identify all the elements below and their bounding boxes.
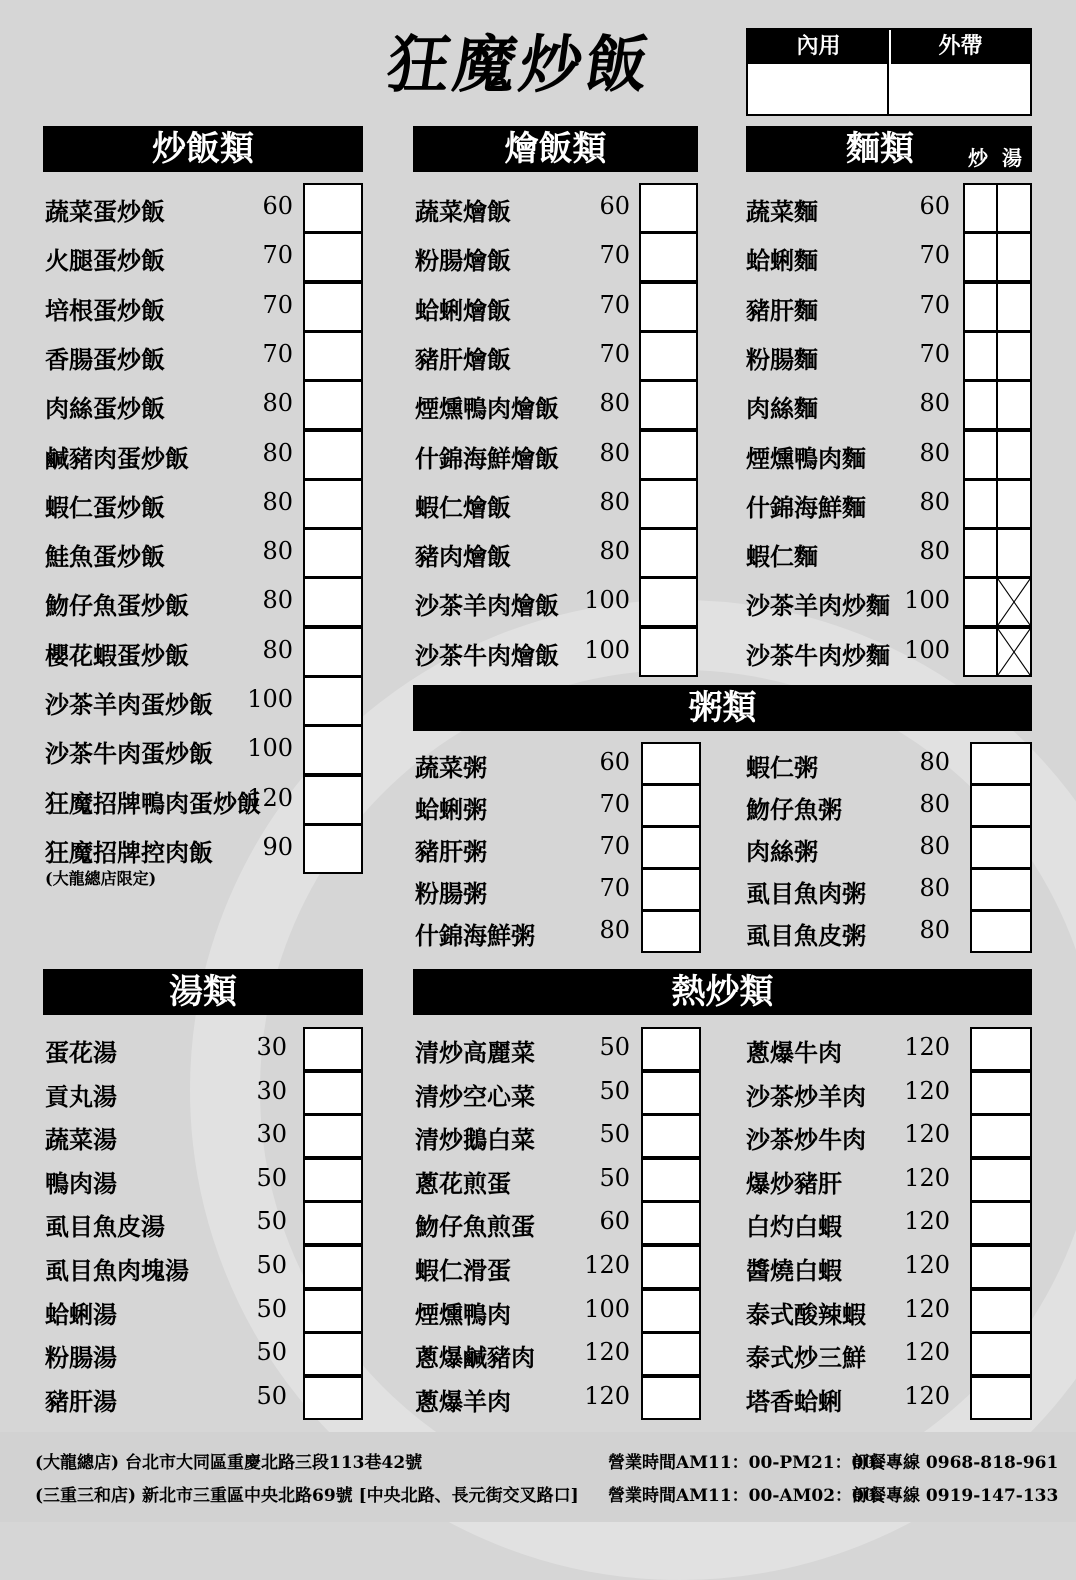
soup-item-name: 蛤蜊湯 — [45, 1300, 117, 1329]
noodles-item-name: 蛤蜊麵 — [746, 246, 818, 275]
gravy-rice-item-price: 80 — [599, 389, 630, 417]
stir-fry-qty-checkbox[interactable] — [970, 1071, 1032, 1115]
soup-qty-checkbox[interactable] — [303, 1332, 363, 1376]
gravy-rice-qty-checkbox[interactable] — [639, 183, 698, 233]
fried-rice-qty-checkbox[interactable] — [303, 380, 363, 430]
fried-rice-item-name: 沙茶牛肉蛋炒飯 — [45, 739, 213, 768]
noodles-item-price: 60 — [919, 192, 950, 220]
dine-in-checkbox[interactable] — [748, 64, 889, 114]
stir-fry-item-price: 50 — [599, 1033, 630, 1061]
noodles-item-price: 70 — [919, 291, 950, 319]
congee-item-price: 80 — [919, 874, 950, 902]
noodles-fried-checkbox[interactable] — [963, 430, 998, 480]
noodles-item-price: 80 — [919, 537, 950, 565]
gravy-rice-item-price: 100 — [584, 586, 630, 614]
soup-item-price: 50 — [256, 1295, 287, 1323]
gravy-rice-item-name: 豬肉燴飯 — [415, 542, 511, 571]
fried-rice-item-price: 70 — [262, 340, 293, 368]
noodles-item-name: 煙燻鴨肉麵 — [746, 444, 866, 473]
fried-rice-item-name: 狂魔招牌控肉飯 — [45, 838, 213, 867]
noodles-item-name: 豬肝麵 — [746, 296, 818, 325]
congee-item-price: 60 — [599, 748, 630, 776]
gravy-rice-item-name: 什錦海鮮燴飯 — [415, 444, 559, 473]
fried-rice-item-name: 沙茶羊肉蛋炒飯 — [45, 690, 213, 719]
stir-fry-item-price: 120 — [904, 1207, 950, 1235]
noodles-fried-checkbox[interactable] — [963, 232, 998, 282]
stir-fry-item-name: 蝦仁滑蛋 — [415, 1256, 511, 1285]
stir-fry-item-name: 泰式酸辣蝦 — [746, 1300, 866, 1329]
fried-rice-item-name: 蝦仁蛋炒飯 — [45, 493, 165, 522]
stir-fry-item-name: 清炒鵝白菜 — [415, 1125, 535, 1154]
stir-fry-item-price: 120 — [904, 1338, 950, 1366]
congee-qty-checkbox[interactable] — [970, 784, 1032, 827]
noodles-soup-checkbox[interactable] — [996, 331, 1032, 381]
soup-item-price: 50 — [256, 1207, 287, 1235]
noodles-fried-label: 炒 — [968, 146, 988, 170]
soup-item-price: 50 — [256, 1251, 287, 1279]
soup-qty-checkbox[interactable] — [303, 1158, 363, 1202]
fried-rice-qty-checkbox[interactable] — [303, 331, 363, 381]
stir-fry-item-price: 100 — [584, 1295, 630, 1323]
fried-rice-item-name: 鮭魚蛋炒飯 — [45, 542, 165, 571]
stir-fry-qty-checkbox[interactable] — [641, 1114, 701, 1158]
footer-store1-hours: 營業時間AM11：00-PM21：00 — [608, 1453, 876, 1473]
gravy-rice-item-price: 60 — [599, 192, 630, 220]
takeout-checkbox[interactable] — [889, 64, 1030, 114]
stir-fry-item-name: 沙茶炒牛肉 — [746, 1125, 866, 1154]
stir-fry-qty-checkbox[interactable] — [641, 1289, 701, 1333]
fried-rice-item-price: 70 — [262, 241, 293, 269]
stir-fry-item-name: 蔥爆鹹豬肉 — [415, 1343, 535, 1372]
noodles-item-name: 粉腸麵 — [746, 345, 818, 374]
soup-item-price: 30 — [256, 1077, 287, 1105]
stir-fry-qty-checkbox[interactable] — [970, 1289, 1032, 1333]
stir-fry-qty-checkbox[interactable] — [970, 1114, 1032, 1158]
stir-fry-item-name: 蔥花煎蛋 — [415, 1169, 511, 1198]
section-noodles-title: 麵類 — [846, 129, 914, 169]
noodles-fried-checkbox[interactable] — [963, 479, 998, 529]
footer-store2-hours: 營業時間AM11：00-AM02：00 — [608, 1486, 876, 1506]
stir-fry-item-name: 清炒空心菜 — [415, 1082, 535, 1111]
stir-fry-qty-checkbox[interactable] — [641, 1158, 701, 1202]
gravy-rice-qty-checkbox[interactable] — [639, 430, 698, 480]
noodles-item-price: 100 — [904, 586, 950, 614]
noodles-fried-checkbox[interactable] — [963, 331, 998, 381]
stir-fry-item-name: 蔥爆羊肉 — [415, 1387, 511, 1416]
gravy-rice-item-price: 80 — [599, 537, 630, 565]
fried-rice-qty-checkbox[interactable] — [303, 676, 363, 726]
gravy-rice-qty-checkbox[interactable] — [639, 528, 698, 578]
fried-rice-item-price: 80 — [262, 488, 293, 516]
congee-qty-checkbox[interactable] — [641, 784, 701, 827]
soup-item-name: 貢丸湯 — [45, 1082, 117, 1111]
stir-fry-item-name: 塔香蛤蜊 — [746, 1387, 842, 1416]
congee-item-price: 70 — [599, 832, 630, 860]
noodles-soup-checkbox[interactable] — [996, 232, 1032, 282]
stir-fry-qty-checkbox[interactable] — [641, 1201, 701, 1245]
fried-rice-item-price: 80 — [262, 636, 293, 664]
noodles-item-price: 80 — [919, 439, 950, 467]
stir-fry-qty-checkbox[interactable] — [641, 1027, 701, 1071]
noodles-soup-checkbox[interactable] — [996, 380, 1032, 430]
stir-fry-qty-checkbox[interactable] — [970, 1027, 1032, 1071]
gravy-rice-item-price: 100 — [584, 636, 630, 664]
stir-fry-qty-checkbox[interactable] — [641, 1332, 701, 1376]
noodles-fried-checkbox[interactable] — [963, 380, 998, 430]
congee-item-name: 肉絲粥 — [746, 837, 818, 866]
gravy-rice-item-name: 豬肝燴飯 — [415, 345, 511, 374]
gravy-rice-qty-checkbox[interactable] — [639, 627, 698, 677]
congee-item-price: 70 — [599, 874, 630, 902]
section-noodles-header — [746, 126, 1032, 172]
noodles-item-price: 80 — [919, 389, 950, 417]
fried-rice-qty-checkbox[interactable] — [303, 775, 363, 825]
congee-qty-checkbox[interactable] — [641, 910, 701, 953]
noodles-item-name: 蝦仁麵 — [746, 542, 818, 571]
gravy-rice-qty-checkbox[interactable] — [639, 232, 698, 282]
congee-qty-checkbox[interactable] — [970, 910, 1032, 953]
gravy-rice-item-name: 粉腸燴飯 — [415, 246, 511, 275]
gravy-rice-qty-checkbox[interactable] — [639, 331, 698, 381]
soup-qty-checkbox[interactable] — [303, 1201, 363, 1245]
fried-rice-item-price: 80 — [262, 389, 293, 417]
congee-qty-checkbox[interactable] — [641, 742, 701, 785]
footer-bar — [0, 1432, 1076, 1522]
fried-rice-item-name: 櫻花蝦蛋炒飯 — [45, 641, 189, 670]
gravy-rice-item-name: 沙茶羊肉燴飯 — [415, 591, 559, 620]
soup-item-price: 50 — [256, 1164, 287, 1192]
congee-item-name: 什錦海鮮粥 — [415, 921, 535, 950]
noodles-item-name: 什錦海鮮麵 — [746, 493, 866, 522]
stir-fry-qty-checkbox[interactable] — [641, 1071, 701, 1115]
stir-fry-qty-checkbox[interactable] — [641, 1245, 701, 1289]
fried-rice-qty-checkbox[interactable] — [303, 232, 363, 282]
footer-store2-phone: 訂餐專線 0919-147-133 — [852, 1486, 1059, 1506]
congee-item-name: 蔬菜粥 — [415, 753, 487, 782]
fried-rice-qty-checkbox[interactable] — [303, 824, 363, 874]
noodles-soup-checkbox[interactable] — [996, 479, 1032, 529]
fried-rice-item-price: 80 — [262, 439, 293, 467]
unavailable-cross-icon — [998, 579, 1030, 625]
gravy-rice-item-price: 70 — [599, 340, 630, 368]
soup-item-price: 30 — [256, 1033, 287, 1061]
fried-rice-qty-checkbox[interactable] — [303, 479, 363, 529]
stir-fry-item-price: 120 — [904, 1382, 950, 1410]
takeout-label: 外帶 — [889, 30, 1030, 64]
section-congee-title: 粥類 — [413, 685, 1032, 731]
noodles-soup-label: 湯 — [1002, 146, 1022, 170]
stir-fry-qty-checkbox[interactable] — [970, 1201, 1032, 1245]
fried-rice-item-price: 100 — [247, 685, 293, 713]
stir-fry-item-price: 120 — [584, 1338, 630, 1366]
stir-fry-item-price: 120 — [584, 1382, 630, 1410]
congee-item-name: 虱目魚皮粥 — [746, 921, 866, 950]
noodles-item-price: 100 — [904, 636, 950, 664]
stir-fry-item-price: 120 — [904, 1077, 950, 1105]
noodles-soup-checkbox[interactable] — [996, 430, 1032, 480]
stir-fry-item-price: 50 — [599, 1164, 630, 1192]
stir-fry-item-price: 120 — [904, 1164, 950, 1192]
stir-fry-item-name: 泰式炒三鮮 — [746, 1343, 866, 1372]
gravy-rice-qty-checkbox[interactable] — [639, 282, 698, 332]
fried-rice-qty-checkbox[interactable] — [303, 430, 363, 480]
stir-fry-qty-checkbox[interactable] — [970, 1332, 1032, 1376]
fried-rice-qty-checkbox[interactable] — [303, 627, 363, 677]
soup-qty-checkbox[interactable] — [303, 1027, 363, 1071]
soup-item-price: 50 — [256, 1338, 287, 1366]
congee-item-name: 蛤蜊粥 — [415, 795, 487, 824]
soup-item-price: 30 — [256, 1120, 287, 1148]
footer-store1-address: (大龍總店) 台北市大同區重慶北路三段113巷42號 — [35, 1453, 423, 1473]
gravy-rice-item-price: 70 — [599, 291, 630, 319]
fried-rice-item-price: 90 — [262, 833, 293, 861]
fried-rice-item-price: 100 — [247, 734, 293, 762]
fried-rice-item-price: 70 — [262, 291, 293, 319]
soup-item-name: 虱目魚皮湯 — [45, 1212, 165, 1241]
soup-qty-checkbox[interactable] — [303, 1289, 363, 1333]
stir-fry-qty-checkbox[interactable] — [970, 1158, 1032, 1202]
stir-fry-item-name: 清炒高麗菜 — [415, 1038, 535, 1067]
fried-rice-qty-checkbox[interactable] — [303, 577, 363, 627]
noodles-fried-checkbox[interactable] — [963, 627, 998, 677]
fried-rice-qty-checkbox[interactable] — [303, 183, 363, 233]
congee-qty-checkbox[interactable] — [970, 742, 1032, 785]
fried-rice-item-name: 魩仔魚蛋炒飯 — [45, 591, 189, 620]
fried-rice-item-price: 120 — [247, 784, 293, 812]
stir-fry-item-name: 爆炒豬肝 — [746, 1169, 842, 1198]
noodles-item-price: 70 — [919, 241, 950, 269]
congee-item-name: 粉腸粥 — [415, 879, 487, 908]
congee-item-name: 魩仔魚粥 — [746, 795, 842, 824]
noodles-soup-checkbox — [996, 627, 1032, 677]
gravy-rice-item-price: 80 — [599, 439, 630, 467]
footer-store1-phone: 訂餐專線 0968-818-961 — [852, 1453, 1059, 1473]
unavailable-cross-icon — [998, 629, 1030, 675]
fried-rice-item-name: 香腸蛋炒飯 — [45, 345, 165, 374]
dine-in-label: 內用 — [748, 30, 889, 64]
congee-item-name: 蝦仁粥 — [746, 753, 818, 782]
stir-fry-item-price: 120 — [904, 1295, 950, 1323]
section-fried-rice-title: 炒飯類 — [43, 126, 363, 172]
noodles-soup-checkbox[interactable] — [996, 183, 1032, 233]
gravy-rice-item-name: 煙燻鴨肉燴飯 — [415, 394, 559, 423]
soup-item-name: 蛋花湯 — [45, 1038, 117, 1067]
fried-rice-item-name: 狂魔招牌鴨肉蛋炒飯 — [45, 789, 261, 818]
congee-item-price: 80 — [919, 832, 950, 860]
section-soup-title: 湯類 — [43, 969, 363, 1015]
noodles-item-price: 70 — [919, 340, 950, 368]
congee-qty-checkbox[interactable] — [970, 868, 1032, 911]
fried-rice-item-price: 80 — [262, 586, 293, 614]
congee-qty-checkbox[interactable] — [641, 868, 701, 911]
soup-item-name: 豬肝湯 — [45, 1387, 117, 1416]
noodles-item-name: 肉絲麵 — [746, 394, 818, 423]
soup-qty-checkbox[interactable] — [303, 1376, 363, 1420]
fried-rice-item-name: 蔬菜蛋炒飯 — [45, 197, 165, 226]
stir-fry-item-price: 60 — [599, 1207, 630, 1235]
fried-rice-item-name: 火腿蛋炒飯 — [45, 246, 165, 275]
noodles-item-price: 80 — [919, 488, 950, 516]
stir-fry-item-price: 120 — [584, 1251, 630, 1279]
noodles-fried-checkbox[interactable] — [963, 528, 998, 578]
noodles-fried-checkbox[interactable] — [963, 183, 998, 233]
fried-rice-qty-checkbox[interactable] — [303, 282, 363, 332]
congee-item-price: 80 — [599, 916, 630, 944]
noodles-soup-checkbox[interactable] — [996, 528, 1032, 578]
gravy-rice-qty-checkbox[interactable] — [639, 479, 698, 529]
congee-item-price: 80 — [919, 790, 950, 818]
stir-fry-item-name: 煙燻鴨肉 — [415, 1300, 511, 1329]
soup-item-name: 粉腸湯 — [45, 1343, 117, 1372]
fried-rice-item-name: 培根蛋炒飯 — [45, 296, 165, 325]
stir-fry-qty-checkbox[interactable] — [970, 1245, 1032, 1289]
gravy-rice-item-price: 80 — [599, 488, 630, 516]
fried-rice-item-name: 鹹豬肉蛋炒飯 — [45, 444, 189, 473]
soup-qty-checkbox[interactable] — [303, 1071, 363, 1115]
fried-rice-item-price: 60 — [262, 192, 293, 220]
stir-fry-qty-checkbox[interactable] — [970, 1376, 1032, 1420]
stir-fry-qty-checkbox[interactable] — [641, 1376, 701, 1420]
stir-fry-item-name: 沙茶炒羊肉 — [746, 1082, 866, 1111]
stir-fry-item-price: 120 — [904, 1120, 950, 1148]
noodles-item-name: 蔬菜麵 — [746, 197, 818, 226]
noodles-fried-checkbox[interactable] — [963, 577, 998, 627]
noodles-item-name: 沙茶羊肉炒麵 — [746, 591, 890, 620]
section-stir-fry-title: 熱炒類 — [413, 969, 1032, 1015]
gravy-rice-item-name: 蛤蜊燴飯 — [415, 296, 511, 325]
fried-rice-qty-checkbox[interactable] — [303, 528, 363, 578]
fried-rice-note: (大龍總店限定) — [45, 869, 157, 888]
soup-qty-checkbox[interactable] — [303, 1245, 363, 1289]
gravy-rice-item-name: 蔬菜燴飯 — [415, 197, 511, 226]
fried-rice-qty-checkbox[interactable] — [303, 725, 363, 775]
noodles-soup-checkbox — [996, 577, 1032, 627]
stir-fry-item-price: 50 — [599, 1077, 630, 1105]
stir-fry-item-price: 50 — [599, 1120, 630, 1148]
noodles-fried-checkbox[interactable] — [963, 282, 998, 332]
congee-qty-checkbox[interactable] — [970, 826, 1032, 869]
soup-item-name: 鴨肉湯 — [45, 1169, 117, 1198]
stir-fry-item-name: 醬燒白蝦 — [746, 1256, 842, 1285]
stir-fry-item-name: 白灼白蝦 — [746, 1212, 842, 1241]
gravy-rice-qty-checkbox[interactable] — [639, 577, 698, 627]
congee-item-price: 70 — [599, 790, 630, 818]
congee-item-price: 80 — [919, 916, 950, 944]
fried-rice-item-name: 肉絲蛋炒飯 — [45, 394, 165, 423]
noodles-soup-checkbox[interactable] — [996, 282, 1032, 332]
stir-fry-item-name: 蔥爆牛肉 — [746, 1038, 842, 1067]
soup-qty-checkbox[interactable] — [303, 1114, 363, 1158]
stir-fry-item-name: 魩仔魚煎蛋 — [415, 1212, 535, 1241]
gravy-rice-item-name: 蝦仁燴飯 — [415, 493, 511, 522]
congee-qty-checkbox[interactable] — [641, 826, 701, 869]
gravy-rice-qty-checkbox[interactable] — [639, 380, 698, 430]
footer-store2-address: (三重三和店) 新北市三重區中央北路69號 [中央北路、長元街交叉路口] — [35, 1486, 579, 1506]
gravy-rice-item-price: 70 — [599, 241, 630, 269]
gravy-rice-item-name: 沙茶牛肉燴飯 — [415, 641, 559, 670]
soup-item-price: 50 — [256, 1382, 287, 1410]
congee-item-name: 虱目魚肉粥 — [746, 879, 866, 908]
noodles-item-name: 沙茶牛肉炒麵 — [746, 641, 890, 670]
order-type-box — [746, 28, 1032, 116]
stir-fry-item-price: 120 — [904, 1033, 950, 1061]
soup-item-name: 虱目魚肉塊湯 — [45, 1256, 189, 1285]
congee-item-price: 80 — [919, 748, 950, 776]
section-gravy-rice-title: 燴飯類 — [413, 126, 698, 172]
congee-item-name: 豬肝粥 — [415, 837, 487, 866]
brand-title: 狂魔炒飯 — [382, 28, 658, 101]
fried-rice-item-price: 80 — [262, 537, 293, 565]
stir-fry-item-price: 120 — [904, 1251, 950, 1279]
soup-item-name: 蔬菜湯 — [45, 1125, 117, 1154]
